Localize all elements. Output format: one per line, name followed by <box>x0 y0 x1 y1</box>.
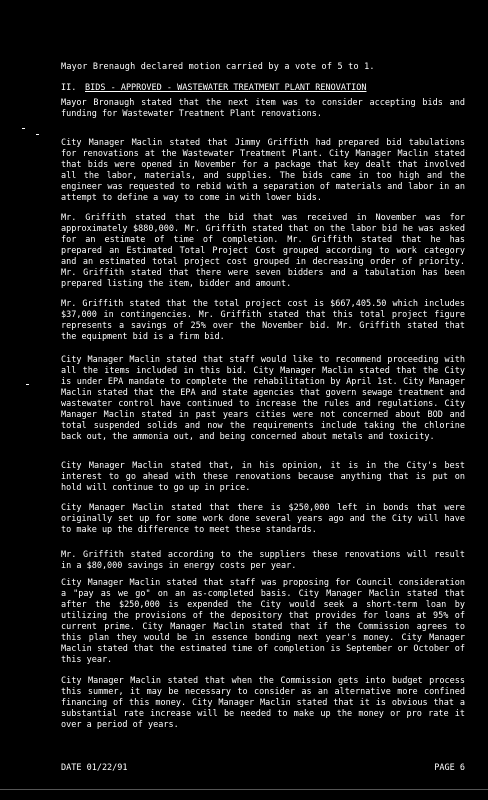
section-number: II. <box>61 83 77 93</box>
section-title: BIDS - APPROVED - WASTEWATER TREATMENT PLANT RENOVATION <box>85 83 367 93</box>
margin-mark <box>22 128 25 129</box>
paragraph: Mr. Griffith stated according to the suppliers these renovations will result in a $80,000 savings in energy costs per year. <box>61 550 465 571</box>
section-heading <box>61 83 465 94</box>
paragraph: City Manager Maclin stated that staff was proposing for Council consideration a "pay as we go" on an as-completed basis. City Manager Maclin stated that after the $250,000 is expended the City would seek a short-term loan by utilizing the provisions of the depository that provides for loans at 95% of current prime. City Manager Maclin stated that if the Commission agrees to this plan they would be in essence bonding next year's money. City Manager Maclin stated that the estimated time of completion is September or October of this year. <box>61 578 465 665</box>
footer-page-number: PAGE 6 <box>434 763 465 773</box>
paragraph: City Manager Maclin stated that, in his opinion, it is in the City's best interest to go ahead with these renovations because anything that is put on hold will continue to go up in price. <box>61 461 465 493</box>
paragraph: Mr. Griffith stated that the total project cost is $667,405.50 which includes $37,000 in contingencies. Mr. Griffith stated that this total project figure represents a savings of 25% over the November bid. Mr. Griffith stated that the equipment bid is a firm bid. <box>61 299 465 342</box>
paragraph: Mr. Griffith stated that the bid that was received in November was for approximately $880,000. Mr. Griffith stated that on the labor bid he was asked for an estimate of time of completion. Mr. Griffith stated that he has prepared an Estimated Total Project Cost grouped according to work category and an estimated total project cost grouped in decreasing order of priority. Mr. Griffith stated that there were seven bidders and a tabulation has been prepared listing the item, bidder and amount. <box>61 213 465 289</box>
paragraph: City Manager Maclin stated that there is $250,000 left in bonds that were originally set up for some work done several years ago and the City will have to make up the difference to meet these standards. <box>61 503 465 535</box>
paragraph: City Manager Maclin stated that when the Commission gets into budget process this summer, it may be necessary to consider as an alternative more confined financing of this money. City Manager Maclin stated that it is obvious that a substantial rate increase will be needed to make up the money or pro rate it over a period of years. <box>61 676 465 730</box>
paragraph: City Manager Maclin stated that Jimmy Griffith had prepared bid tabulations for renovations at the Wastewater Treatment Plant. City Manager Maclin stated that bids were opened in November for a package that key dealt that involved all the labor, materials, and supplies. The bids came in too high and the engineer was requested to rebid with a separation of materials and labor in an attempt to define a way to come in with lower bids. <box>61 138 465 203</box>
margin-mark <box>36 134 39 135</box>
paragraph: Mayor Bronaugh stated that the next item was to consider accepting bids and funding for Wastewater Treatment Plant renovations. <box>61 98 465 119</box>
page-footer <box>61 763 465 775</box>
footer-date: DATE 01/22/91 <box>61 763 128 773</box>
paragraph: City Manager Maclin stated that staff would like to recommend proceeding with all the items included in this bid. City Manager Maclin stated that the City is under EPA mandate to complete the rehabilitation by April 1st. City Manager Maclin stated that the EPA and state agencies that govern sewage treatment and wastewater control have continued to increase the rules and regulations. City Manager Maclin stated in past years cities were not concerned about BOD and total suspended solids and now the requirements include taking the chlorine back out, the ammonia out, and being concerned about metals and toxicity. <box>61 355 465 442</box>
intro-line: Mayor Brenaugh declared motion carried by a vote of 5 to 1. <box>61 62 375 72</box>
margin-mark <box>26 384 29 385</box>
scan-edge <box>0 789 488 790</box>
